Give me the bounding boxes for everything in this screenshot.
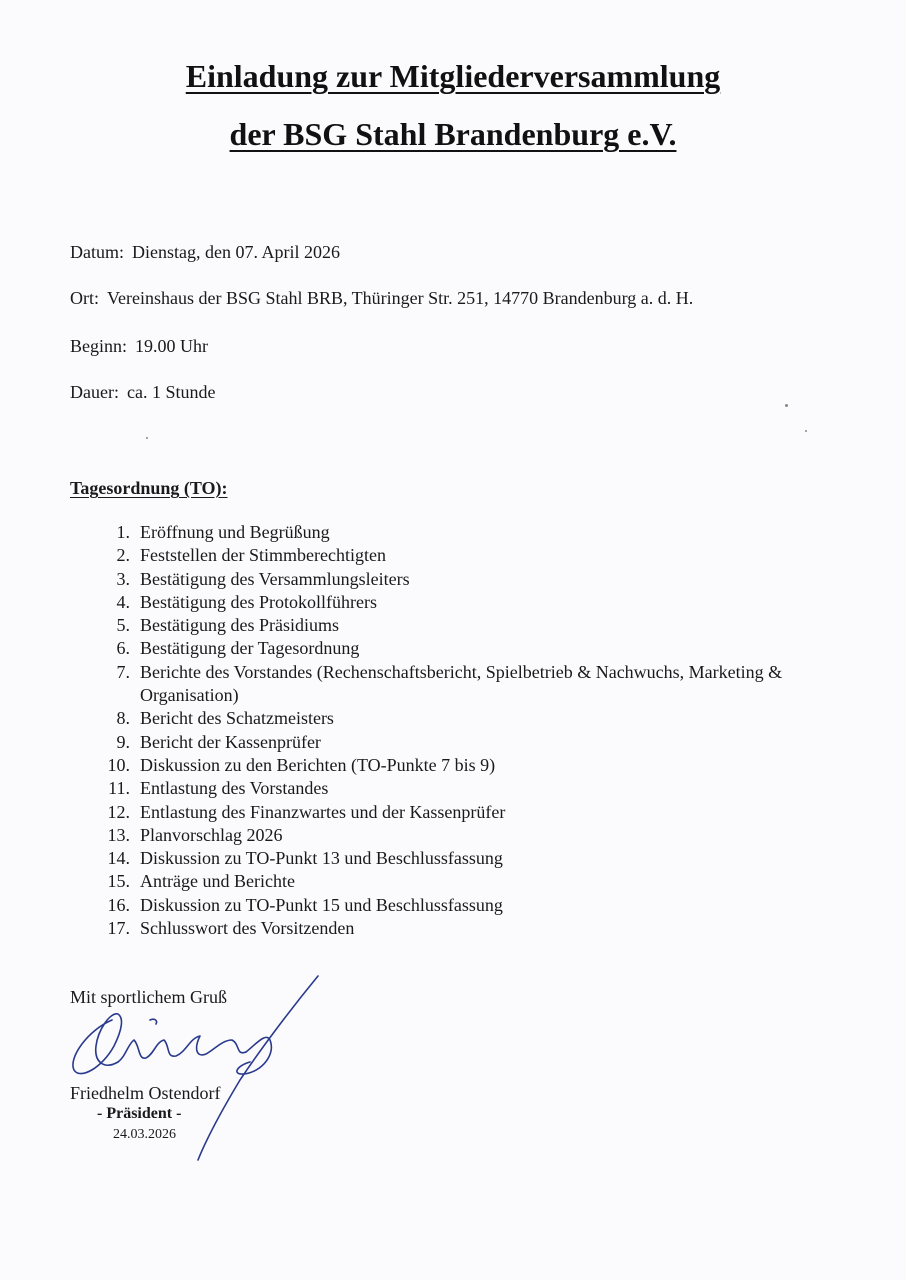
info-date-label: Datum: (70, 242, 124, 262)
agenda-item-text: Bestätigung der Tagesordnung (140, 638, 360, 659)
closing-greeting: Mit sportlichem Gruß (70, 987, 227, 1007)
agenda-item-text: Diskussion zu TO-Punkt 15 und Beschlussfassung (140, 894, 503, 915)
agenda-item-number: 3. (116, 568, 130, 589)
agenda-item-text: Planvorschlag 2026 (140, 824, 283, 845)
info-duration-label: Dauer: (70, 382, 119, 402)
agenda-item-number: 5. (116, 615, 130, 636)
agenda-item-text: Bestätigung des Präsidiums (140, 615, 339, 636)
agenda-item-text: Diskussion zu TO-Punkt 13 und Beschlussfassung (140, 848, 503, 869)
agenda-item (70, 591, 810, 614)
agenda-item-text: Diskussion zu den Berichten (TO-Punkte 7 bis 9) (140, 754, 496, 775)
agenda-item-number: 16. (107, 894, 130, 915)
agenda-item-text: Eröffnung und Begrüßung (140, 522, 330, 542)
signature-stroke (73, 1014, 122, 1074)
scan-speck (146, 437, 148, 439)
agenda-item (70, 801, 810, 824)
agenda-item-text: Feststellen der Stimmberechtigten (140, 545, 386, 566)
agenda-item (70, 777, 810, 800)
info-duration-value: ca. 1 Stunde (126, 382, 216, 402)
agenda-item (70, 544, 810, 567)
info-duration (70, 382, 215, 403)
agenda-item-number: 1. (116, 522, 130, 542)
signer-date: 24.03.2026 (113, 1127, 176, 1142)
agenda-item-number: 17. (107, 918, 130, 939)
agenda-item (70, 754, 810, 777)
agenda-item-number: 8. (116, 708, 130, 729)
agenda-item-text: Berichte des Vorstandes (Rechenschaftsbericht, Spielbetrieb & Nachwuchs, Marketing & Organisation) (140, 661, 783, 706)
agenda-item (70, 707, 810, 730)
info-location (70, 288, 693, 309)
agenda-item-number: 10. (107, 754, 130, 775)
agenda-item (70, 917, 810, 940)
agenda-item-number: 4. (116, 591, 130, 612)
agenda-item (70, 637, 810, 660)
agenda-item-number: 12. (107, 801, 130, 822)
signer-role: - Präsident - (97, 1105, 182, 1122)
agenda-item (70, 870, 810, 893)
agenda-item-text: Bestätigung des Versammlungsleiters (140, 568, 410, 589)
agenda-item-number: 14. (107, 848, 130, 869)
info-start-value: 19.00 Uhr (135, 336, 208, 356)
agenda-item-number: 9. (116, 731, 130, 752)
info-start-label: Beginn: (70, 336, 127, 356)
document-title-line-1: Einladung zur Mitgliederversammlung (185, 58, 721, 94)
agenda-item (70, 894, 810, 917)
agenda-item-number: 6. (116, 638, 130, 659)
agenda-heading: Tagesordnung (TO): (70, 478, 228, 498)
agenda-item-number: 2. (116, 545, 130, 566)
agenda-item (70, 661, 810, 708)
document-title-line-2: der BSG Stahl Brandenburg e.V. (229, 116, 677, 152)
agenda-item (70, 614, 810, 637)
agenda-item-text: Entlastung des Vorstandes (140, 778, 329, 799)
info-location-label: Ort: (70, 288, 99, 308)
signature-stroke (237, 1037, 272, 1074)
agenda-item-number: 13. (107, 824, 130, 845)
scan-speck (805, 430, 807, 432)
agenda-item-number: 7. (116, 661, 130, 682)
info-date-value: Dienstag, den 07. April 2026 (132, 242, 340, 262)
agenda-item (70, 731, 810, 754)
agenda-item-text: Bericht der Kassenprüfer (140, 731, 321, 752)
agenda-item (70, 824, 810, 847)
agenda-item (70, 521, 810, 544)
signature-stroke (150, 1019, 157, 1024)
agenda-item-text: Bestätigung des Protokollführers (140, 591, 377, 612)
agenda-item-text: Bericht des Schatzmeisters (140, 708, 334, 729)
agenda-item (70, 568, 810, 591)
signature-stroke (118, 1036, 246, 1062)
agenda-item-text: Schlusswort des Vorsitzenden (140, 918, 355, 939)
scan-speck (785, 404, 788, 407)
agenda-item-number: 15. (107, 871, 130, 892)
agenda-list (70, 521, 810, 940)
agenda-item (70, 847, 810, 870)
agenda-item-text: Entlastung des Finanzwartes und der Kassenprüfer (140, 801, 506, 822)
signer-name: Friedhelm Ostendorf (70, 1083, 221, 1103)
agenda-item-text: Anträge und Berichte (140, 871, 295, 892)
info-date (70, 242, 340, 263)
info-location-value: Vereinshaus der BSG Stahl BRB, Thüringer Str. 251, 14770 Brandenburg a. d. H. (107, 288, 694, 308)
info-start (70, 336, 208, 357)
agenda-item-number: 11. (108, 778, 130, 799)
